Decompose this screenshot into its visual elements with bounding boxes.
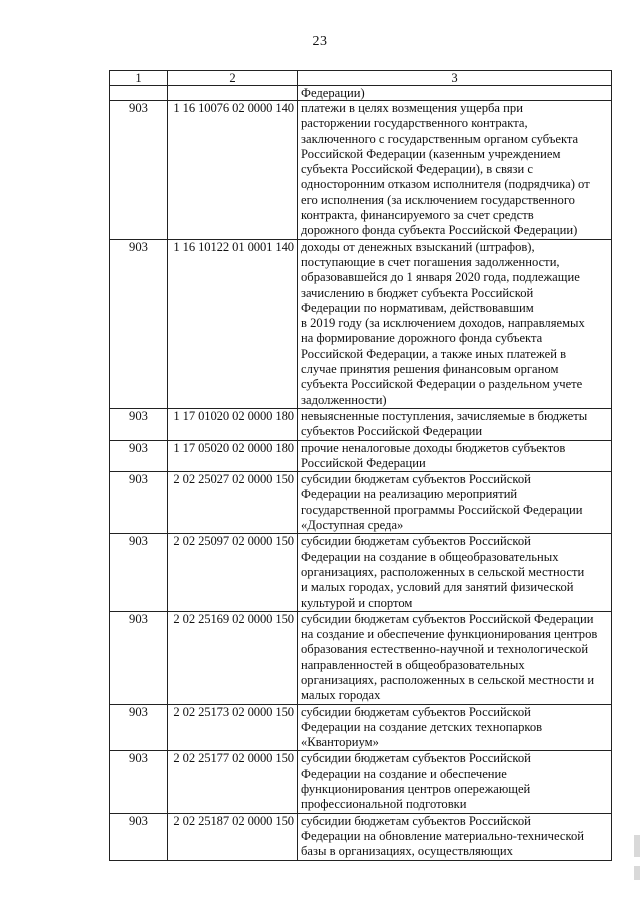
description-line: случае принятия решения финансовым органом: [301, 362, 559, 377]
description-line: контракта, финансируемого за счет средств: [301, 208, 534, 223]
description-line: расторжении государственного контракта,: [301, 116, 528, 131]
table-row: [110, 751, 612, 813]
admin-code-cell: 903: [110, 440, 168, 472]
description-line: субъекта Российской Федерации о раздельном учете: [301, 377, 583, 392]
table-row: [110, 704, 612, 751]
revenue-description-cell: [298, 611, 612, 704]
description-line: Федерации на создание детских технопарков: [301, 719, 543, 734]
description-line: Федерации на создание в общеобразовательных: [301, 549, 559, 564]
header-col-1: 1: [110, 71, 168, 86]
description-line: задолженности): [301, 392, 387, 407]
table-row: [110, 440, 612, 472]
admin-code-cell: 903: [110, 408, 168, 440]
budget-classification-code-cell: 1 17 01020 02 0000 180: [168, 408, 298, 440]
table-row: [110, 101, 612, 240]
description-line: организациях, расположенных в сельской местности: [301, 564, 585, 579]
description-line: субсидии бюджетам субъектов Российской: [301, 813, 531, 828]
description-line: «Кванториум»: [301, 735, 379, 750]
description-line: Федерации на реализацию мероприятий: [301, 487, 518, 502]
description-line: зачислению в бюджет субъекта Российской: [301, 285, 534, 300]
description-line: невыясненные поступления, зачисляемые в бюджеты: [301, 408, 588, 423]
description-line: Российской Федерации (казенным учреждением: [301, 146, 561, 161]
continuation-text: Федерации): [298, 86, 612, 101]
description-line: дорожного фонда субъекта Российской Федерации): [301, 223, 578, 238]
admin-code-cell: 903: [110, 611, 168, 704]
page-number: 23: [312, 34, 328, 49]
revenue-description-cell: [298, 704, 612, 751]
description-line: малых городах: [301, 688, 381, 703]
description-line: его исполнения (за исключением государственного: [301, 192, 575, 207]
budget-classification-code-cell: 2 02 25187 02 0000 150: [168, 813, 298, 860]
description-line: и малых городах, условий для занятий физической: [301, 580, 574, 595]
description-line: образовавшейся до 1 января 2020 года, подлежащие: [301, 270, 580, 285]
budget-classification-code-cell: 2 02 25027 02 0000 150: [168, 472, 298, 534]
scan-edge-mark: [634, 835, 640, 857]
revenue-description-cell: [298, 534, 612, 611]
revenue-description-cell: [298, 813, 612, 860]
description-line: Федерации на создание и обеспечение: [301, 766, 507, 781]
table-header-row: [110, 71, 612, 86]
description-line: платежи в целях возмещения ущерба при: [301, 101, 523, 115]
description-line: Федерации на обновление материально-технической: [301, 828, 584, 843]
description-line: односторонним отказом исполнителя (подрядчика) от: [301, 177, 590, 192]
description-line: прочие неналоговые доходы бюджетов субъектов: [301, 440, 566, 455]
admin-code-cell: 903: [110, 239, 168, 408]
budget-classification-code-cell: 2 02 25173 02 0000 150: [168, 704, 298, 751]
description-line: Российской Федерации, а также иных платежей в: [301, 346, 567, 361]
table-row: [110, 408, 612, 440]
admin-code-cell: 903: [110, 704, 168, 751]
description-line: на формирование дорожного фонда субъекта: [301, 331, 543, 346]
description-line: функционирования центров опережающей: [301, 782, 531, 797]
description-line: организациях, расположенных в сельской местности и: [301, 672, 595, 687]
budget-classification-code-cell: 2 02 25169 02 0000 150: [168, 611, 298, 704]
description-line: субсидии бюджетам субъектов Российской: [301, 751, 531, 766]
revenue-codes-table: [109, 70, 612, 861]
description-line: Федерации по нормативам, действовавшим: [301, 300, 534, 315]
description-line: культурой и спортом: [301, 595, 413, 610]
description-line: субсидии бюджетам субъектов Российской: [301, 472, 531, 487]
description-line: субъекта Российской Федерации), в связи с: [301, 162, 533, 177]
revenue-description-cell: [298, 751, 612, 813]
scan-edge-mark: [634, 866, 640, 880]
table-row: [110, 472, 612, 534]
description-line: государственной программы Российской Федерации: [301, 502, 583, 517]
description-line: на создание и обеспечение функционирования центров: [301, 627, 598, 642]
admin-code-cell: 903: [110, 101, 168, 240]
description-line: субсидии бюджетам субъектов Российской: [301, 704, 531, 719]
table-row: [110, 611, 612, 704]
budget-classification-code-cell: 2 02 25177 02 0000 150: [168, 751, 298, 813]
description-line: Российской Федерации: [301, 455, 426, 470]
budget-classification-code-cell: 1 17 05020 02 0000 180: [168, 440, 298, 472]
budget-classification-code-cell: 1 16 10076 02 0000 140: [168, 101, 298, 240]
budget-classification-code-cell: 2 02 25097 02 0000 150: [168, 534, 298, 611]
revenue-description-cell: [298, 239, 612, 408]
admin-code-cell: 903: [110, 472, 168, 534]
admin-code-cell: 903: [110, 534, 168, 611]
description-line: субсидии бюджетам субъектов Российской: [301, 534, 531, 549]
budget-classification-code-cell: 1 16 10122 01 0001 140: [168, 239, 298, 408]
table-row: [110, 534, 612, 611]
description-line: базы в организациях, осуществляющих: [301, 844, 513, 859]
admin-code-cell: 903: [110, 813, 168, 860]
table-row: [110, 239, 612, 408]
description-line: «Доступная среда»: [301, 518, 404, 533]
description-line: в 2019 году (за исключением доходов, направляемых: [301, 316, 585, 331]
description-line: профессиональной подготовки: [301, 797, 467, 812]
revenue-description-cell: [298, 472, 612, 534]
admin-code-cell: 903: [110, 751, 168, 813]
continuation-code-cell: [168, 86, 298, 101]
header-col-2: 2: [168, 71, 298, 86]
description-line: заключенного с государственным органом субъекта: [301, 131, 579, 146]
continuation-row: [110, 86, 612, 101]
table-row: [110, 813, 612, 860]
description-line: поступающие в счет погашения задолженности,: [301, 254, 560, 269]
description-line: субъектов Российской Федерации: [301, 424, 483, 439]
header-col-3: 3: [298, 71, 612, 86]
continuation-admin-cell: [110, 86, 168, 101]
description-line: субсидии бюджетам субъектов Российской Федерации: [301, 611, 594, 626]
description-line: направленностей в общеобразовательных: [301, 657, 525, 672]
description-line: образования естественно-научной и технологической: [301, 642, 589, 657]
description-line: доходы от денежных взысканий (штрафов),: [301, 239, 535, 254]
revenue-description-cell: [298, 440, 612, 472]
revenue-description-cell: [298, 101, 612, 240]
revenue-description-cell: [298, 408, 612, 440]
